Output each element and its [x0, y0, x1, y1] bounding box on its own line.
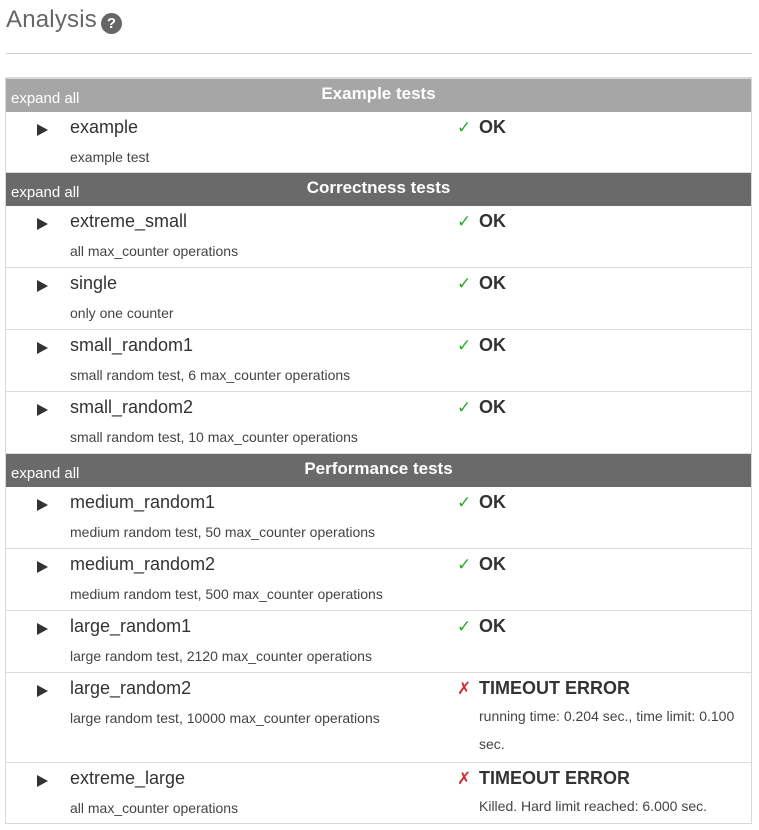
status-text: OK: [479, 616, 506, 636]
test-status: [457, 554, 506, 575]
test-status: [457, 273, 506, 294]
test-status: [457, 335, 506, 356]
test-row-medium-random1[interactable]: [6, 487, 751, 549]
expand-arrow-icon[interactable]: [37, 775, 48, 787]
test-row-medium-random2[interactable]: [6, 549, 751, 611]
expand-arrow-icon[interactable]: [37, 685, 48, 697]
status-text: OK: [479, 554, 506, 574]
test-status: [457, 211, 506, 232]
test-status: [457, 678, 630, 699]
check-icon: ✓: [457, 211, 472, 231]
test-name: single: [70, 273, 118, 293]
test-description: example test: [70, 149, 150, 165]
test-description: medium random test, 50 max_counter operations: [70, 524, 376, 540]
test-name: large_random1: [70, 616, 192, 636]
page-title: Analysis: [6, 6, 97, 33]
expand-arrow-icon[interactable]: [37, 342, 48, 354]
status-text: OK: [479, 273, 506, 293]
test-status: [457, 117, 506, 138]
check-icon: ✓: [457, 117, 472, 137]
check-icon: ✓: [457, 616, 472, 636]
test-name: small_random1: [70, 335, 194, 355]
header-divider: [6, 53, 752, 54]
section-title: Performance tests: [304, 459, 453, 478]
analysis-header: [6, 2, 122, 38]
test-name: extreme_large: [70, 768, 186, 788]
status-text: TIMEOUT ERROR: [479, 678, 630, 698]
cross-icon: ✗: [457, 768, 472, 788]
check-icon: ✓: [457, 335, 472, 355]
test-description: all max_counter operations: [70, 800, 239, 816]
test-name: small_random2: [70, 397, 194, 417]
test-name: extreme_small: [70, 211, 188, 231]
test-row-small-random1[interactable]: [6, 330, 751, 392]
status-text: OK: [479, 211, 506, 231]
help-icon[interactable]: ?: [101, 13, 122, 34]
test-name: example: [70, 117, 139, 137]
test-status: [457, 397, 506, 418]
test-description: all max_counter operations: [70, 243, 239, 259]
status-text: OK: [479, 117, 506, 137]
test-row-extreme-large[interactable]: [6, 763, 751, 823]
expand-arrow-icon[interactable]: [37, 218, 48, 230]
check-icon: ✓: [457, 397, 472, 417]
expand-arrow-icon[interactable]: [37, 623, 48, 635]
error-detail: running time: 0.204 sec., time limit: 0.100 sec.: [479, 708, 735, 752]
expand-arrow-icon[interactable]: [37, 404, 48, 416]
test-status: [457, 492, 506, 513]
expand-all-link[interactable]: expand all: [11, 90, 80, 107]
section-title: Correctness tests: [306, 178, 451, 197]
test-name: medium_random2: [70, 554, 216, 574]
test-description: large random test, 10000 max_counter operations: [70, 710, 380, 726]
cross-icon: ✗: [457, 678, 472, 698]
status-text: OK: [479, 492, 506, 512]
test-row-large-random1[interactable]: [6, 611, 751, 673]
test-row-small-random2[interactable]: [6, 392, 751, 454]
expand-arrow-icon[interactable]: [37, 499, 48, 511]
test-row-example[interactable]: [6, 112, 751, 173]
test-description: large random test, 2120 max_counter operations: [70, 648, 372, 664]
expand-all-link[interactable]: expand all: [11, 184, 80, 201]
test-row-large-random2[interactable]: [6, 673, 751, 763]
section-header-correctness: [6, 173, 751, 206]
test-description: small random test, 10 max_counter operations: [70, 429, 358, 445]
test-row-single[interactable]: [6, 268, 751, 330]
error-detail: Killed. Hard limit reached: 6.000 sec.: [479, 798, 707, 814]
test-description: small random test, 6 max_counter operations: [70, 367, 351, 383]
status-text: OK: [479, 397, 506, 417]
expand-arrow-icon[interactable]: [37, 280, 48, 292]
section-header-performance: [6, 454, 751, 487]
check-icon: ✓: [457, 273, 472, 293]
test-row-extreme-small[interactable]: [6, 206, 751, 268]
test-name: large_random2: [70, 678, 192, 698]
expand-arrow-icon[interactable]: [37, 561, 48, 573]
test-results-table: [5, 77, 752, 824]
test-status: [457, 616, 506, 637]
expand-all-link[interactable]: expand all: [11, 465, 80, 482]
check-icon: ✓: [457, 492, 472, 512]
section-title: Example tests: [321, 84, 436, 103]
status-text: TIMEOUT ERROR: [479, 768, 630, 788]
test-description: medium random test, 500 max_counter operations: [70, 586, 383, 602]
test-status: [457, 768, 630, 789]
check-icon: ✓: [457, 554, 472, 574]
test-name: medium_random1: [70, 492, 216, 512]
section-header-example: [6, 79, 751, 112]
status-text: OK: [479, 335, 506, 355]
expand-arrow-icon[interactable]: [37, 124, 48, 136]
test-description: only one counter: [70, 305, 174, 321]
